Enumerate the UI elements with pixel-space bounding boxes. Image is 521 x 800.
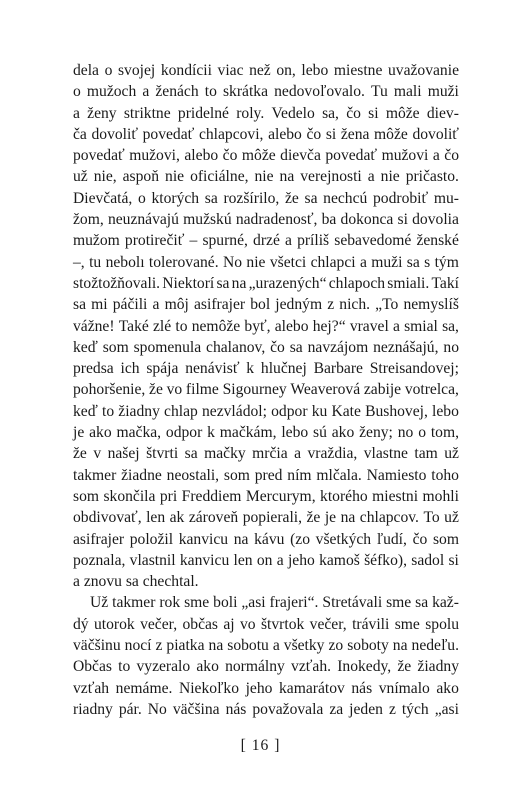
text-line: a znovu sa chechtal. [73,573,199,591]
page-number: [ 16 ] [240,737,281,754]
text-line: –, tu nebolı tolerované. No nie všetci chlapci a muži sa s tým [73,253,459,271]
text-line: stožtožňovali. Niektorí sa na „urazených“ chlapoch smiali. Takí [73,274,459,292]
text-line: je ako mačka, odpor k mačkám, lebo sú ako ženy; no o tom, [73,424,459,442]
body-text [73,60,459,720]
text-line: Dievčatá, o ktorých sa rozšírilo, že sa nechcú podrobiť mu- [73,189,459,207]
text-line: asifrajer položil kanvicu na kávu (zo všetkých ľudí, čo som [73,530,459,548]
paragraph-2 [73,592,459,720]
text-line: keď som spomenula chalanov, čo sa navzájom neznášajú, no [73,338,459,356]
text-line: dela o svojej kondícii viac než on, lebo miestne uvažovanie [73,62,459,79]
text-line: Občas to vyzeralo ako normálny vzťah. Inokedy, že žiadny [73,658,459,676]
text-line: o mužoch a ženách to skrátka nedovoľovalo. Tu mali muži [73,83,459,101]
text-line: vážne! Také zlé to nemôže byť, alebo hej?“ vravel a smial sa, [73,317,459,335]
text-line: Už takmer rok sme boli „asi frajeri“. Stretávali sme sa kaž- [90,594,459,612]
text-line: mužom protirečiť – spurné, drzé a príliš sebavedomé ženské [73,232,459,250]
text-line: a ženy striktne pridelné roly. Vedelo sa, čo si môže diev- [73,104,459,122]
text-line: takmer žiadne neostali, som pred ním mlčala. Namiesto toho [73,466,459,484]
text-line: keď to žiadny chlap nezvládol; odpor ku Kate Bushovej, lebo [73,402,459,420]
text-line: žom, neuznávajú mužskú nadradenosť, ba dokonca si dovolia [73,211,459,229]
text-line: dý utorok večer, občas aj vo štvrtok večer, trávili sme spolu [73,615,459,633]
text-line: sa mi páčili a môj asifrajer bol jedným z nich. „To nemyslíš [73,296,459,314]
text-line: vzťah nemáme. Niekoľko jeho kamarátov nás vnímalo ako [73,679,459,697]
text-line: povedať mužovi, alebo čo môže dievča povedať mužovi a čo [73,147,459,165]
text-line: pohoršenie, že vo filme Sigourney Weaverová zabije votrelca, [73,381,459,399]
paragraph-1 [73,60,459,592]
text-line: poznala, vlastnil kanvicu len on a jeho kamoš šéfko), sadol si [73,551,459,569]
text-line: už nie, aspoň nie oficiálne, nie na verejnosti a nie pričasto. [73,168,459,186]
text-line: obdivovať, len ak zároveň popierali, že je na chlapcov. To už [73,509,459,527]
text-line: väčšinu nocí z piatka na sobotu a všetky zo soboty na nedeľu. [73,637,459,655]
text-line: riadny pár. No väčšina nás považovala za jeden z tých „asi [73,700,459,718]
text-line: ča dovoliť povedať chlapcovi, alebo čo si žena môže dovoliť [73,125,459,143]
text-line: som skončila pri Freddiem Mercurym, ktorého miestni mohli [73,487,459,505]
text-line: predsa ich spája nenávisť k hlučnej Barbare Streisandovej; [73,360,459,378]
text-line: že v našej štvrti sa mačky mrčia a vraždia, vlastne tam už [73,445,459,463]
